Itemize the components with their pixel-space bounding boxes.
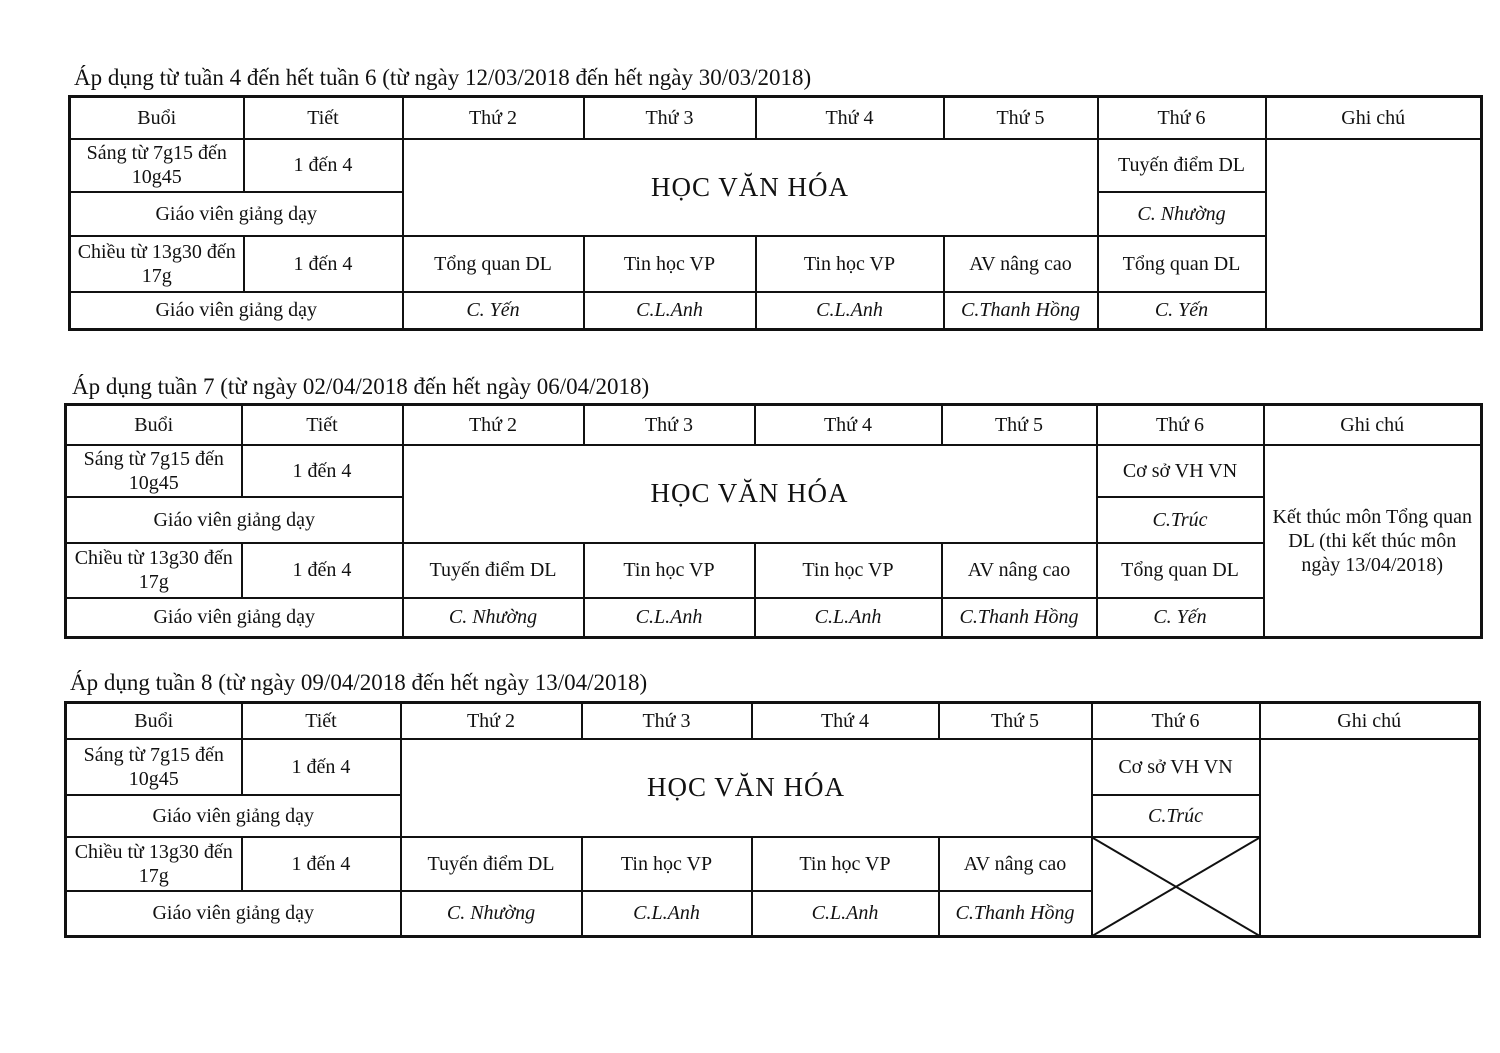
header-tiet: Tiết xyxy=(242,405,403,445)
morning-periods: 1 đến 4 xyxy=(242,445,403,497)
afternoon-teacher-thu-4: C.L.Anh xyxy=(752,891,939,937)
afternoon-teacher-thu-5: C.Thanh Hồng xyxy=(944,292,1098,330)
morning-fri-subject: Cơ sở VH VN xyxy=(1092,739,1260,795)
afternoon-subject-thu-3: Tin học VP xyxy=(582,837,752,891)
schedule-table-2 xyxy=(64,403,1483,639)
section-1-heading: Áp dụng từ tuần 4 đến hết tuần 6 (từ ngày 12/03/2018 đến hết ngày 30/03/2018) xyxy=(74,65,812,90)
afternoon-subject-thu-6: Tổng quan DL xyxy=(1097,543,1264,598)
header-tiet: Tiết xyxy=(242,703,401,739)
header-tiet: Tiết xyxy=(244,97,403,139)
afternoon-teacher-thu-3: C.L.Anh xyxy=(584,598,755,638)
note-cell xyxy=(1266,139,1482,330)
header-buoi: Buổi xyxy=(70,97,244,139)
header-thu-6: Thứ 6 xyxy=(1097,405,1264,445)
afternoon-teacher-thu-6: C. Yến xyxy=(1098,292,1266,330)
header-thu-4: Thứ 4 xyxy=(752,703,939,739)
morning-fri-subject: Tuyến điểm DL xyxy=(1098,139,1266,192)
afternoon-periods: 1 đến 4 xyxy=(242,837,401,891)
afternoon-teacher-thu-2: C. Nhường xyxy=(401,891,582,937)
afternoon-subject-thu-3: Tin học VP xyxy=(584,543,755,598)
culture-block: HỌC VĂN HÓA xyxy=(403,445,1097,543)
morning-periods: 1 đến 4 xyxy=(244,139,403,192)
header-thu-5: Thứ 5 xyxy=(939,703,1092,739)
afternoon-teacher-label: Giáo viên giảng dạy xyxy=(66,598,403,638)
header-thu-5: Thứ 5 xyxy=(944,97,1098,139)
header-thu-5: Thứ 5 xyxy=(942,405,1097,445)
morning-row xyxy=(66,739,1480,795)
morning-session-label: Sáng từ 7g15 đến 10g45 xyxy=(66,445,242,497)
schedule-table-3 xyxy=(64,701,1481,938)
morning-teacher-label: Giáo viên giảng dạy xyxy=(66,795,401,837)
afternoon-subject-thu-4: Tin học VP xyxy=(756,236,944,292)
afternoon-teacher-thu-2: C. Yến xyxy=(403,292,584,330)
afternoon-session-label: Chiều từ 13g30 đến 17g xyxy=(66,837,242,891)
afternoon-subject-thu-5: AV nâng cao xyxy=(944,236,1098,292)
morning-row xyxy=(66,445,1482,497)
afternoon-teacher-label: Giáo viên giảng dạy xyxy=(70,292,403,330)
morning-teacher-label: Giáo viên giảng dạy xyxy=(66,497,403,543)
cross-mark-icon xyxy=(1093,838,1259,936)
morning-row xyxy=(70,139,1482,192)
afternoon-teacher-thu-3: C.L.Anh xyxy=(582,891,752,937)
afternoon-subject-thu-5: AV nâng cao xyxy=(939,837,1092,891)
header-ghi-chu: Ghi chú xyxy=(1260,703,1480,739)
morning-fri-teacher: C.Trúc xyxy=(1092,795,1260,837)
culture-block: HỌC VĂN HÓA xyxy=(401,739,1092,837)
morning-fri-teacher: C. Nhường xyxy=(1098,192,1266,236)
morning-teacher-label: Giáo viên giảng dạy xyxy=(70,192,403,236)
afternoon-teacher-thu-4: C.L.Anh xyxy=(755,598,942,638)
morning-fri-subject: Cơ sở VH VN xyxy=(1097,445,1264,497)
header-row xyxy=(70,97,1482,139)
header-thu-4: Thứ 4 xyxy=(755,405,942,445)
header-thu-3: Thứ 3 xyxy=(582,703,752,739)
header-row xyxy=(66,405,1482,445)
header-ghi-chu: Ghi chú xyxy=(1266,97,1482,139)
note-cell: Kết thúc môn Tổng quan DL (thi kết thúc môn ngày 13/04/2018) xyxy=(1264,445,1482,638)
header-thu-4: Thứ 4 xyxy=(756,97,944,139)
afternoon-periods: 1 đến 4 xyxy=(242,543,403,598)
header-thu-6: Thứ 6 xyxy=(1098,97,1266,139)
afternoon-subject-thu-2: Tổng quan DL xyxy=(403,236,584,292)
morning-periods: 1 đến 4 xyxy=(242,739,401,795)
afternoon-subject-thu-6: Tổng quan DL xyxy=(1098,236,1266,292)
afternoon-subject-thu-4: Tin học VP xyxy=(755,543,942,598)
afternoon-teacher-thu-2: C. Nhường xyxy=(403,598,584,638)
header-thu-3: Thứ 3 xyxy=(584,405,755,445)
afternoon-subject-thu-2: Tuyến điểm DL xyxy=(403,543,584,598)
afternoon-teacher-thu-5: C.Thanh Hồng xyxy=(942,598,1097,638)
morning-session-label: Sáng từ 7g15 đến 10g45 xyxy=(66,739,242,795)
note-cell xyxy=(1260,739,1480,937)
afternoon-teacher-label: Giáo viên giảng dạy xyxy=(66,891,401,937)
no-class-crossed-cell xyxy=(1092,837,1260,937)
header-thu-2: Thứ 2 xyxy=(401,703,582,739)
afternoon-session-label: Chiều từ 13g30 đến 17g xyxy=(66,543,242,598)
header-thu-2: Thứ 2 xyxy=(403,97,584,139)
afternoon-subject-thu-2: Tuyến điểm DL xyxy=(401,837,582,891)
afternoon-teacher-thu-5: C.Thanh Hồng xyxy=(939,891,1092,937)
afternoon-subject-thu-3: Tin học VP xyxy=(584,236,756,292)
afternoon-session-label: Chiều từ 13g30 đến 17g xyxy=(70,236,244,292)
afternoon-teacher-thu-6: C. Yến xyxy=(1097,598,1264,638)
header-thu-2: Thứ 2 xyxy=(403,405,584,445)
header-row xyxy=(66,703,1480,739)
section-2-heading: Áp dụng tuần 7 (từ ngày 02/04/2018 đến hết ngày 06/04/2018) xyxy=(72,374,650,399)
header-ghi-chu: Ghi chú xyxy=(1264,405,1482,445)
afternoon-teacher-thu-4: C.L.Anh xyxy=(756,292,944,330)
afternoon-periods: 1 đến 4 xyxy=(244,236,403,292)
morning-session-label: Sáng từ 7g15 đến 10g45 xyxy=(70,139,244,192)
section-3-heading: Áp dụng tuần 8 (từ ngày 09/04/2018 đến hết ngày 13/04/2018) xyxy=(70,670,648,695)
afternoon-teacher-thu-3: C.L.Anh xyxy=(584,292,756,330)
afternoon-subject-thu-4: Tin học VP xyxy=(752,837,939,891)
header-thu-3: Thứ 3 xyxy=(584,97,756,139)
schedule-table-1 xyxy=(68,95,1483,331)
culture-block: HỌC VĂN HÓA xyxy=(403,139,1098,236)
header-buoi: Buổi xyxy=(66,703,242,739)
afternoon-subject-thu-5: AV nâng cao xyxy=(942,543,1097,598)
header-thu-6: Thứ 6 xyxy=(1092,703,1260,739)
header-buoi: Buổi xyxy=(66,405,242,445)
morning-fri-teacher: C.Trúc xyxy=(1097,497,1264,543)
